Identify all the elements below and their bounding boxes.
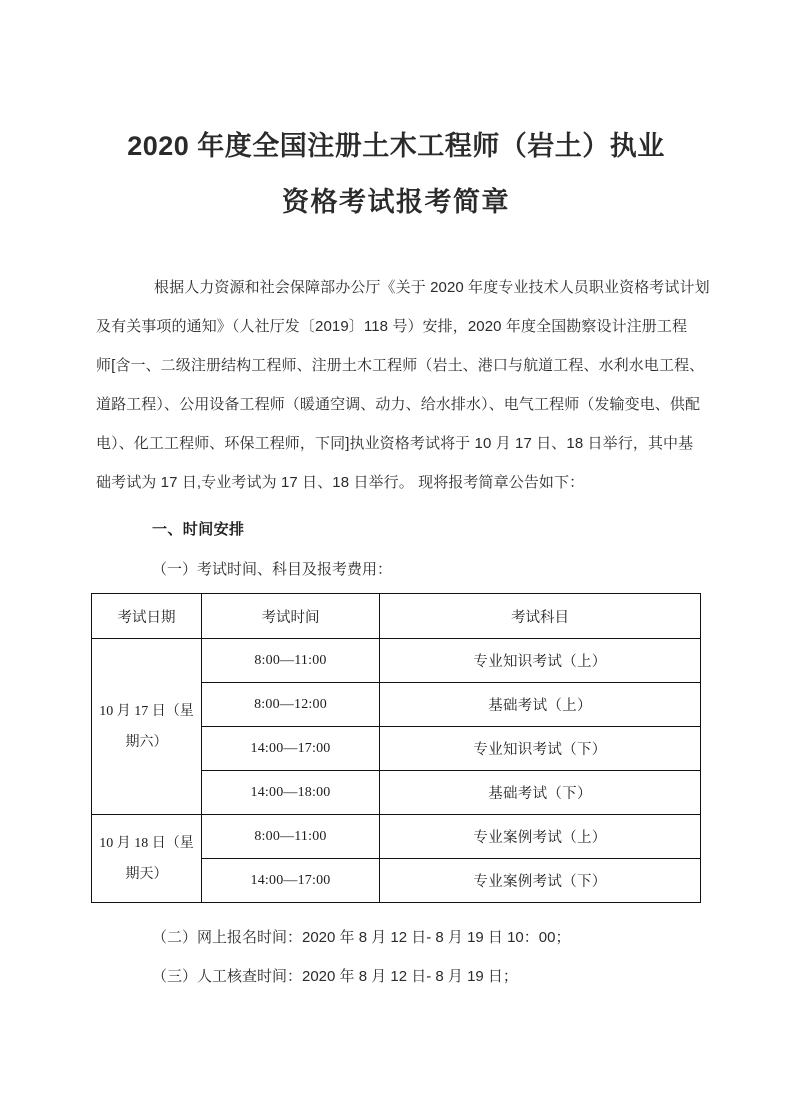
paragraph-line: 电）、化工工程师、环保工程师，下同]执业资格考试将于 10 月 17 日、18 日举行，其中基 [96,435,694,452]
exam-date-line: 10 月 18 日（星 [99,835,194,851]
column-header-date: 考试日期 [92,594,202,639]
exam-time-cell: 14:00—17:00 [202,859,380,903]
exam-subject-cell: 专业知识考试（上） [380,639,701,683]
exam-date-cell [92,639,202,815]
paragraph-line: 道路工程）、公用设备工程师（暖通空调、动力、给水排水）、电气工程师（发输变电、供配 [96,396,701,413]
exam-time-cell: 14:00—17:00 [202,727,380,771]
exam-subject-cell: 专业知识考试（下） [380,727,701,771]
table-row [92,815,701,859]
exam-date-cell [92,815,202,903]
exam-time-cell: 14:00—18:00 [202,771,380,815]
notes-block [152,918,712,996]
exam-time-cell: 8:00—12:00 [202,683,380,727]
exam-subject-cell: 专业案例考试（下） [380,859,701,903]
intro-paragraph [96,268,710,502]
column-header-subject: 考试科目 [380,594,701,639]
exam-date-line: 期六） [125,734,168,750]
exam-date-line: 期天） [125,866,168,882]
table-row [92,639,701,683]
exam-schedule-table [91,593,701,903]
table-header [92,594,701,639]
paragraph-line: 根据人力资源和社会保障部办公厅《关于 2020 年度专业技术人员职业资格考试计划 [154,279,710,296]
page-title [96,118,696,230]
exam-date-line: 10 月 17 日（星 [99,703,194,719]
paragraph-line: 础考试为 17 日,专业考试为 17 日、18 日举行。 现将报考简章公告如下： [96,474,585,491]
sub-section-heading: （一）考试时间、科目及报考费用： [152,561,393,578]
exam-subject-cell: 基础考试（上） [380,683,701,727]
paragraph-line: 及有关事项的通知》（人社厅发〔2019〕118 号）安排，2020 年度全国勘察设计注册工程 [96,318,688,335]
exam-subject-cell: 专业案例考试（上） [380,815,701,859]
section-heading: 一、时间安排 [152,521,245,538]
exam-subject-cell: 基础考试（下） [380,771,701,815]
column-header-time: 考试时间 [202,594,380,639]
table-body [92,639,701,903]
page-title-line-1: 2020 年度全国注册土木工程师（岩土）执业 [127,131,665,162]
table-header-row [92,594,701,639]
exam-time-cell: 8:00—11:00 [202,815,380,859]
note-line: （二）网上报名时间：2020 年 8 月 12 日- 8 月 19 日 10：00； [152,929,571,946]
page-title-line-2: 资格考试报考简章 [282,187,510,218]
exam-time-cell: 8:00—11:00 [202,639,380,683]
paragraph-line: 师[含一、二级注册结构工程师、注册土木工程师（岩土、港口与航道工程、水利水电工程、 [96,357,705,374]
note-line: （三）人工核查时间：2020 年 8 月 12 日- 8 月 19 日； [152,968,518,985]
